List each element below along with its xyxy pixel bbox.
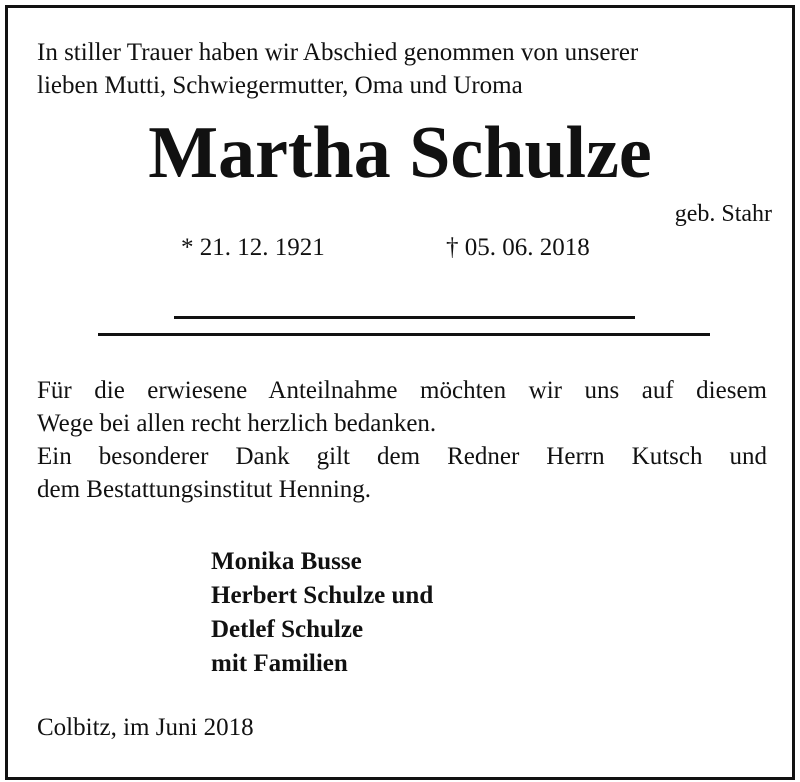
thanks-line-4: dem Bestattungsinstitut Henning. — [37, 476, 372, 503]
place-date: Colbitz, im Juni 2018 — [37, 714, 254, 741]
obituary-frame — [5, 5, 795, 780]
birth-name: geb. Stahr — [674, 201, 772, 227]
thanks-line-1: Für die erwiesene Anteilnahme möchten wir uns auf diesem — [37, 377, 767, 404]
intro-line-2: lieben Mutti, Schwiegermutter, Oma und Uroma — [37, 72, 523, 99]
signatory-4: mit Familien — [211, 650, 348, 677]
intro-line-1: In stiller Trauer haben wir Abschied genommen von unserer — [37, 39, 639, 66]
deceased-name: Martha Schulze — [148, 112, 652, 194]
signatory-2: Herbert Schulze und — [211, 582, 434, 609]
signatory-1: Monika Busse — [211, 548, 362, 575]
signatory-3: Detlef Schulze — [211, 616, 364, 643]
divider-short — [174, 316, 635, 319]
death-date: † 05. 06. 2018 — [446, 234, 590, 261]
divider-long — [98, 333, 710, 336]
thanks-line-3: Ein besonderer Dank gilt dem Redner Herrn Kutsch und — [37, 443, 767, 470]
birth-date: * 21. 12. 1921 — [181, 234, 325, 261]
thanks-line-2: Wege bei allen recht herzlich bedanken. — [37, 410, 437, 437]
